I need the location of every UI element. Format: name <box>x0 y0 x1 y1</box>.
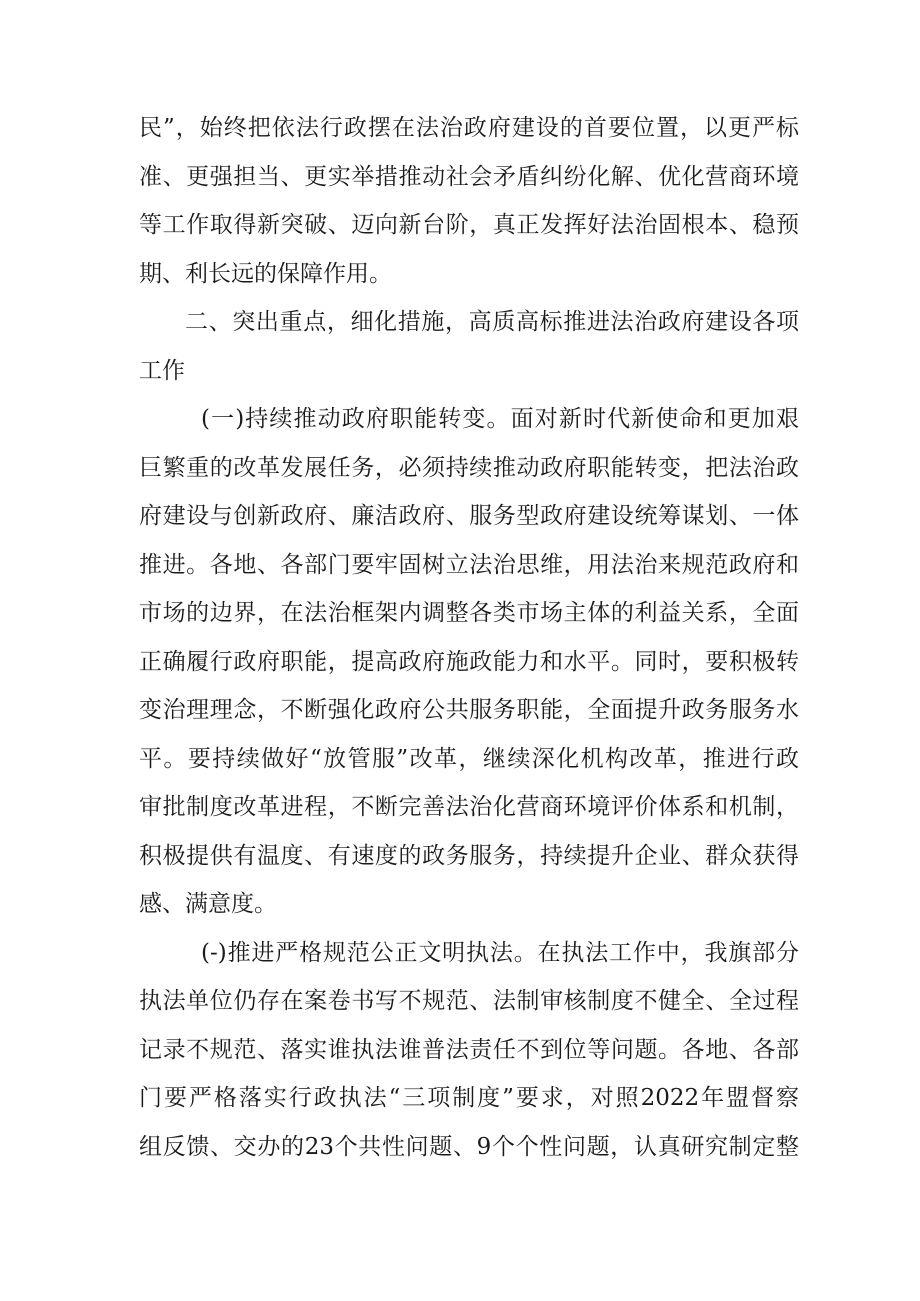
text-line-12: 正确履行政府职能，提高政府施政能力和水平。同时，要积极转 <box>139 648 799 675</box>
text-line-21: 门要严格落实行政执法“三项制度”要求，对照2022年盟督察 <box>139 1085 799 1111</box>
text-line-11: 市场的边界，在法治框架内调整各类市场主体的利益关系，全面 <box>139 600 799 626</box>
section-heading-line-1: 二、突出重点，细化措施，高质高标推进法治政府建设各项 <box>185 309 799 335</box>
text-line-13: 变治理理念，不断强化政府公共服务职能，全面提升政务服务水 <box>139 697 799 723</box>
text-line-19: 执法单位仍存在案卷书写不规范、法制审核制度不健全、全过程 <box>139 988 799 1014</box>
text-line-18: (-)推进严格规范公正文明执法。在执法工作中，我旗部分 <box>201 939 799 966</box>
text-line-1: 民”，始终把依法行政摆在法治政府建设的首要位置，以更严标 <box>139 115 799 141</box>
text-line-7: (一)持续推动政府职能转变。面对新时代新使命和更加艰 <box>201 406 799 432</box>
text-line-22: 组反馈、交办的23个共性问题、9个个性问题，认真研究制定整 <box>139 1133 799 1160</box>
text-line-14: 平。要持续做好“放管服”改革，继续深化机构改革，推进行政 <box>139 745 799 772</box>
text-line-20: 记录不规范、落实谁执法谁普法责任不到位等问题。各地、各部 <box>139 1036 799 1063</box>
text-line-8: 巨繁重的改革发展任务，必须持续推动政府职能转变，把法治政 <box>139 454 799 481</box>
text-line-9: 府建设与创新政府、廉洁政府、服务型政府建设统筹谋划、一体 <box>139 503 799 529</box>
section-heading-line-2: 工作 <box>139 357 185 384</box>
text-line-2: 准、更强担当、更实举措推动社会矛盾纠纷化解、优化营商环境 <box>139 163 799 190</box>
text-line-3: 等工作取得新突破、迈向新台阶，真正发挥好法治固根本、稳预 <box>139 212 799 238</box>
text-line-17: 感、满意度。 <box>139 891 277 917</box>
text-line-16: 积极提供有温度、有速度的政务服务，持续提升企业、群众获得 <box>139 842 799 869</box>
document-body <box>139 104 799 1171</box>
text-line-10: 推进。各地、各部门要牢固树立法治思维，用法治来规范政府和 <box>139 551 799 578</box>
text-line-15: 审批制度改革进程，不断完善法治化营商环境评价体系和机制， <box>139 794 799 820</box>
text-line-4: 期、利长远的保障作用。 <box>139 260 392 287</box>
